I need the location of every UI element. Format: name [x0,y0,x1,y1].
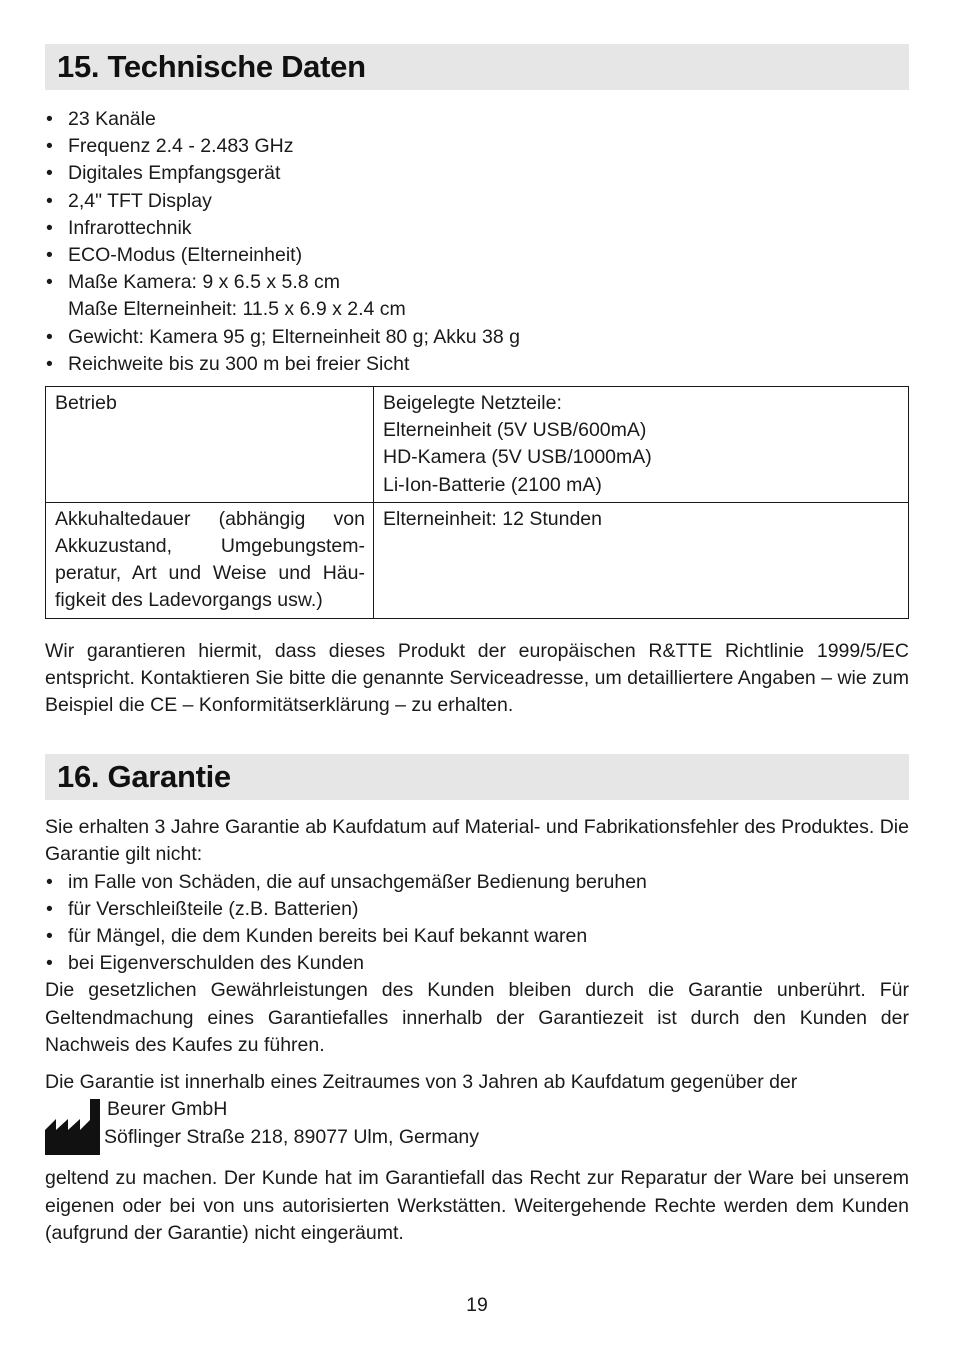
manufacturer-icon [45,1099,100,1155]
technical-specs-list [45,106,909,378]
list-item: • 2,4" TFT Display [45,188,909,215]
manufacturer-name: Beurer GmbH [107,1098,228,1121]
table-cell-label: Akkuhaltedauer (abhängig von Akkuzustand, Umgebungstemperatur, Art und Weise und Häufigkeit des Ladevorgangs usw.) [46,502,374,618]
list-item: • für Verschleißteile (z.B. Batterien) [45,896,909,923]
cell-line: HD-Kamera (5V USB/1000mA) [383,446,652,469]
manufacturer-address [104,1096,479,1150]
list-item: • für Mängel, die dem Kunden bereits bei Kauf bekannt waren [45,923,909,950]
list-item: • Reichweite bis zu 300 m bei freier Sicht [45,351,909,378]
list-item: • Digitales Empfangsgerät [45,160,909,187]
table-cell-value [374,502,909,618]
section-header-technical-data [45,44,909,90]
list-item: • Infrarottechnik [45,215,909,242]
list-item: • im Falle von Schäden, die auf unsachgemäßer Bedienung beruhen [45,869,909,896]
table-row [46,387,909,503]
cell-line: Beigelegte Netzteile: [383,392,562,415]
list-item [45,269,909,323]
warranty-intro: Sie erhalten 3 Jahre Garantie ab Kaufdatum auf Material- und Fabrikationsfehler des Produktes. Die Garantie gilt nicht: [45,816,909,866]
warranty-period-paragraph: Die Garantie ist innerhalb eines Zeitraumes von 3 Jahren ab Kaufdatum gegenüber der [45,1071,798,1094]
cell-line: Li-Ion-Batterie (2100 mA) [383,473,602,496]
warranty-exclusions-list [45,869,909,978]
conformity-paragraph: Wir garantieren hiermit, dass dieses Produkt der europäischen R&TTE Richtlinie 1999/5/EC entspricht. Kontaktieren Sie bitte die genannte Serviceadresse, um detailliertere Angaben – wie zum Beispiel die CE – Konformitätserklärung – zu erhalten. [45,639,909,717]
list-item: • bei Eigenverschulden des Kunden [45,950,909,977]
section-header-warranty [45,754,909,800]
list-item: • 23 Kanäle [45,106,909,133]
list-item: • Frequenz 2.4 - 2.483 GHz [45,133,909,160]
table-cell-label: Betrieb [46,387,374,503]
table-cell-value [374,387,909,503]
table-row [46,502,909,618]
section-title: 16. Garantie [57,759,231,795]
section-title: 15. Technische Daten [57,49,366,84]
closing-paragraph: geltend zu machen. Der Kunde hat im Garantiefall das Recht zur Reparatur der Ware bei unserem eigenen oder bei von uns autorisierten Werkstätten. Weitergehende Rechte werden dem Kunden (aufgrund der Garantie) nicht eingeräumt. [45,1167,909,1244]
statutory-paragraph: Die gesetzlichen Gewährleistungen des Kunden bleiben durch die Garantie unberührt. Für Geltendmachung eines Garantiefalles innerhalb der Garantiezeit ist durch den Kunden der Nachweis des Kaufes zu führen. [45,979,909,1056]
list-item-line: Maße Elterneinheit: 11.5 x 6.9 x 2.4 cm [68,298,406,321]
page-number: 19 [466,1294,488,1316]
manufacturer-block [45,1096,909,1155]
page-content [45,44,909,1247]
power-supply-table [45,386,909,619]
manufacturer-street: Söflinger Straße 218, 89077 Ulm, Germany [104,1125,480,1148]
list-item: • Gewicht: Kamera 95 g; Elterneinheit 80 g; Akku 38 g [45,324,909,351]
cell-line: Elterneinheit: 12 Stunden [383,507,602,530]
list-item-line: • Maße Kamera: 9 x 6.5 x 5.8 cm [68,271,341,294]
cell-line: Elterneinheit (5V USB/600mA) [383,419,647,442]
list-item: • ECO-Modus (Elterneinheit) [45,242,909,269]
